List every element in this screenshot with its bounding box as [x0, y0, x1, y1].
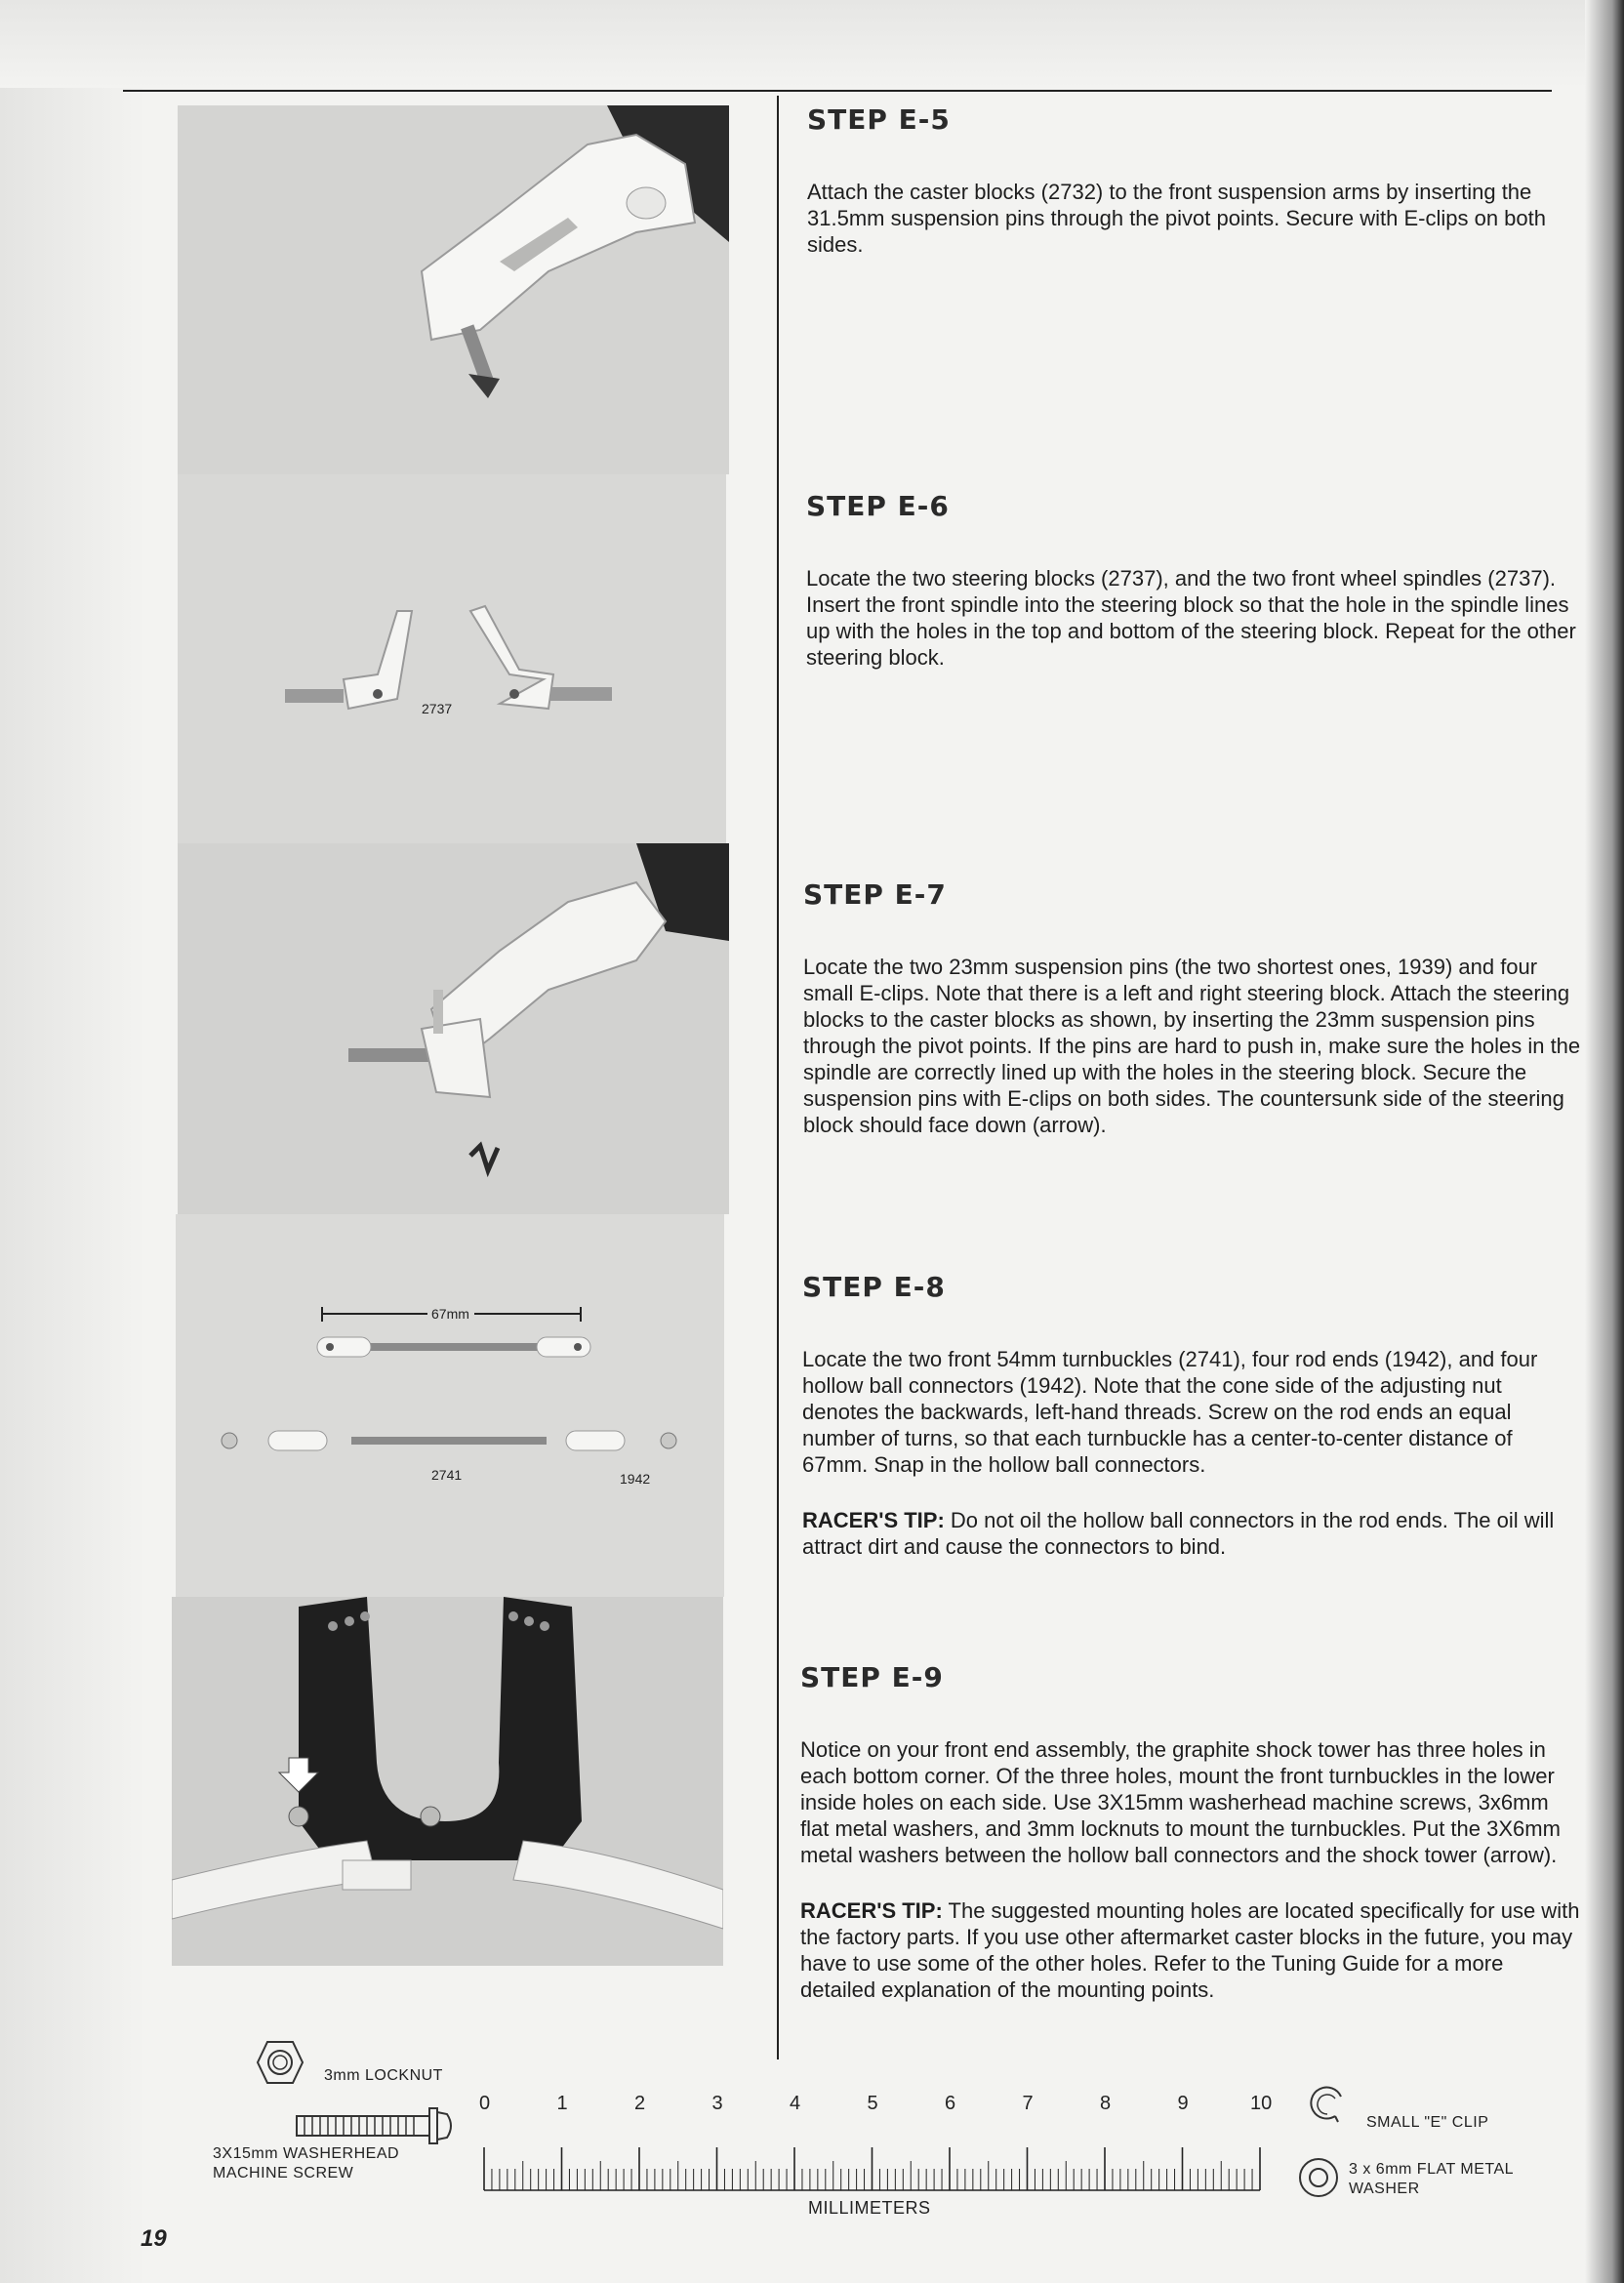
column-divider	[777, 96, 779, 2059]
step-e6	[806, 490, 1587, 671]
label-2741: 2741	[431, 1467, 463, 1483]
step-e7-title: STEP E-7	[803, 878, 947, 911]
ruler-number: 1	[556, 2093, 568, 2114]
label-67mm: 67mm	[431, 1306, 469, 1322]
step-e6-body: Locate the two steering blocks (2737), and the two front wheel spindles (2737). Insert the front spindle into the steering block so that the hole in the spindle lines up with the holes in the top and bottom of the steering block. Repeat for the other steering block.	[806, 566, 1576, 670]
step-e5	[807, 103, 1588, 258]
step-e8	[802, 1271, 1583, 1560]
step-e9-title: STEP E-9	[800, 1661, 944, 1693]
page-shadow-left	[0, 0, 146, 2283]
page-number: 19	[141, 2225, 167, 2252]
flat-washer-icon	[1296, 2155, 1341, 2200]
step-e8-tip-text: Do not oil the hollow ball connectors in the rod ends. The oil will attract dirt and cause the connectors to bind.	[802, 1508, 1555, 1559]
step-e5-body: Attach the caster blocks (2732) to the front suspension arms by inserting the 31.5mm suspension pins through the pivot points. Secure with E-clips on both sides.	[807, 180, 1546, 257]
photo-step-e9	[172, 1597, 723, 1966]
flat-washer-label-2: WASHER	[1349, 2181, 1420, 2197]
ruler-unit-label: MILLIMETERS	[808, 2198, 931, 2218]
step-e7-body: Locate the two 23mm suspension pins (the two shortest ones, 1939) and four small E-clips. Note that there is a left and right steering block. Attach the steering blocks to the caster blocks as shown, by inserting the 23mm suspension pins through the pivot points. If the pins are hard to push in, make sure the holes in the spindle are correctly lined up with the holes in the steering block. Secure the suspension pins with E-clips on both sides. The countersunk side of the steering block should face down (arrow).	[803, 955, 1581, 1137]
machine-screw-icon	[293, 2104, 459, 2147]
page-binding-edge	[1585, 0, 1624, 2283]
step-e9-body: Notice on your front end assembly, the graphite shock tower has three holes in each bottom corner. Of the three holes, mount the front turnbuckles in the lower inside holes on each side. Use 3X15mm washerhead machine screws, 3x6mm flat metal washers, and 3mm locknuts to mount the turnbuckles. Put the 3X6mm metal washers between the hollow ball connectors and the shock tower (arrow).	[800, 1737, 1561, 1867]
locknut-icon	[256, 2038, 304, 2087]
ruler-number: 7	[1022, 2093, 1034, 2114]
ruler-number: 6	[945, 2093, 956, 2114]
page-shadow-top	[0, 0, 1624, 88]
ruler-number: 2	[634, 2093, 646, 2114]
step-e7	[803, 878, 1584, 1138]
ruler-number: 3	[711, 2093, 723, 2114]
ruler-number: 9	[1177, 2093, 1189, 2114]
label-2737: 2737	[422, 701, 453, 716]
step-e9-tip	[800, 1897, 1581, 2003]
ruler-number: 0	[479, 2093, 491, 2114]
machine-screw-label-1: 3X15mm WASHERHEAD	[213, 2145, 400, 2162]
step-e8-tip-label: RACER'S TIP:	[802, 1508, 945, 1532]
locknut-label: 3mm LOCKNUT	[324, 2067, 443, 2084]
step-e6-title: STEP E-6	[806, 490, 950, 522]
photo-step-e8	[176, 1214, 724, 1597]
photo-step-e5	[178, 105, 729, 474]
ruler-number: 5	[867, 2093, 878, 2114]
step-e8-body: Locate the two front 54mm turnbuckles (2741), four rod ends (1942), and four hollow ball connectors (1942). Note that the cone side of the adjusting nut denotes the backwards, left-hand threads. Screw on the rod ends an equal number of turns, so that each turnbuckle has a center-to-center distance of 67mm. Snap in the hollow ball connectors.	[802, 1347, 1538, 1477]
e-clip-label: SMALL "E" CLIP	[1366, 2114, 1489, 2131]
top-rule	[123, 90, 1552, 92]
step-e8-title: STEP E-8	[802, 1271, 946, 1303]
photo-step-e6	[178, 474, 726, 843]
machine-screw-label-2: MACHINE SCREW	[213, 2165, 354, 2181]
ruler-number: 8	[1100, 2093, 1112, 2114]
photo-step-e7	[178, 843, 729, 1214]
ruler-number: 4	[790, 2093, 801, 2114]
step-e5-title: STEP E-5	[807, 103, 951, 136]
step-e8-tip	[802, 1507, 1583, 1560]
step-e9-tip-text: The suggested mounting holes are located specifically for use with the factory parts. If you use other aftermarket caster blocks in the future, you may have to use some of the other holes. Refer to the Tuning Guide for a more detailed explanation of the mounting points.	[800, 1898, 1580, 2002]
step-e9-tip-label: RACER'S TIP:	[800, 1898, 943, 1923]
millimeter-ruler	[478, 2114, 1275, 2196]
step-e9	[800, 1661, 1581, 2003]
label-1942: 1942	[620, 1471, 651, 1487]
e-clip-icon	[1306, 2079, 1355, 2128]
flat-washer-label-1: 3 x 6mm FLAT METAL	[1349, 2161, 1515, 2178]
ruler-number: 10	[1250, 2093, 1273, 2114]
